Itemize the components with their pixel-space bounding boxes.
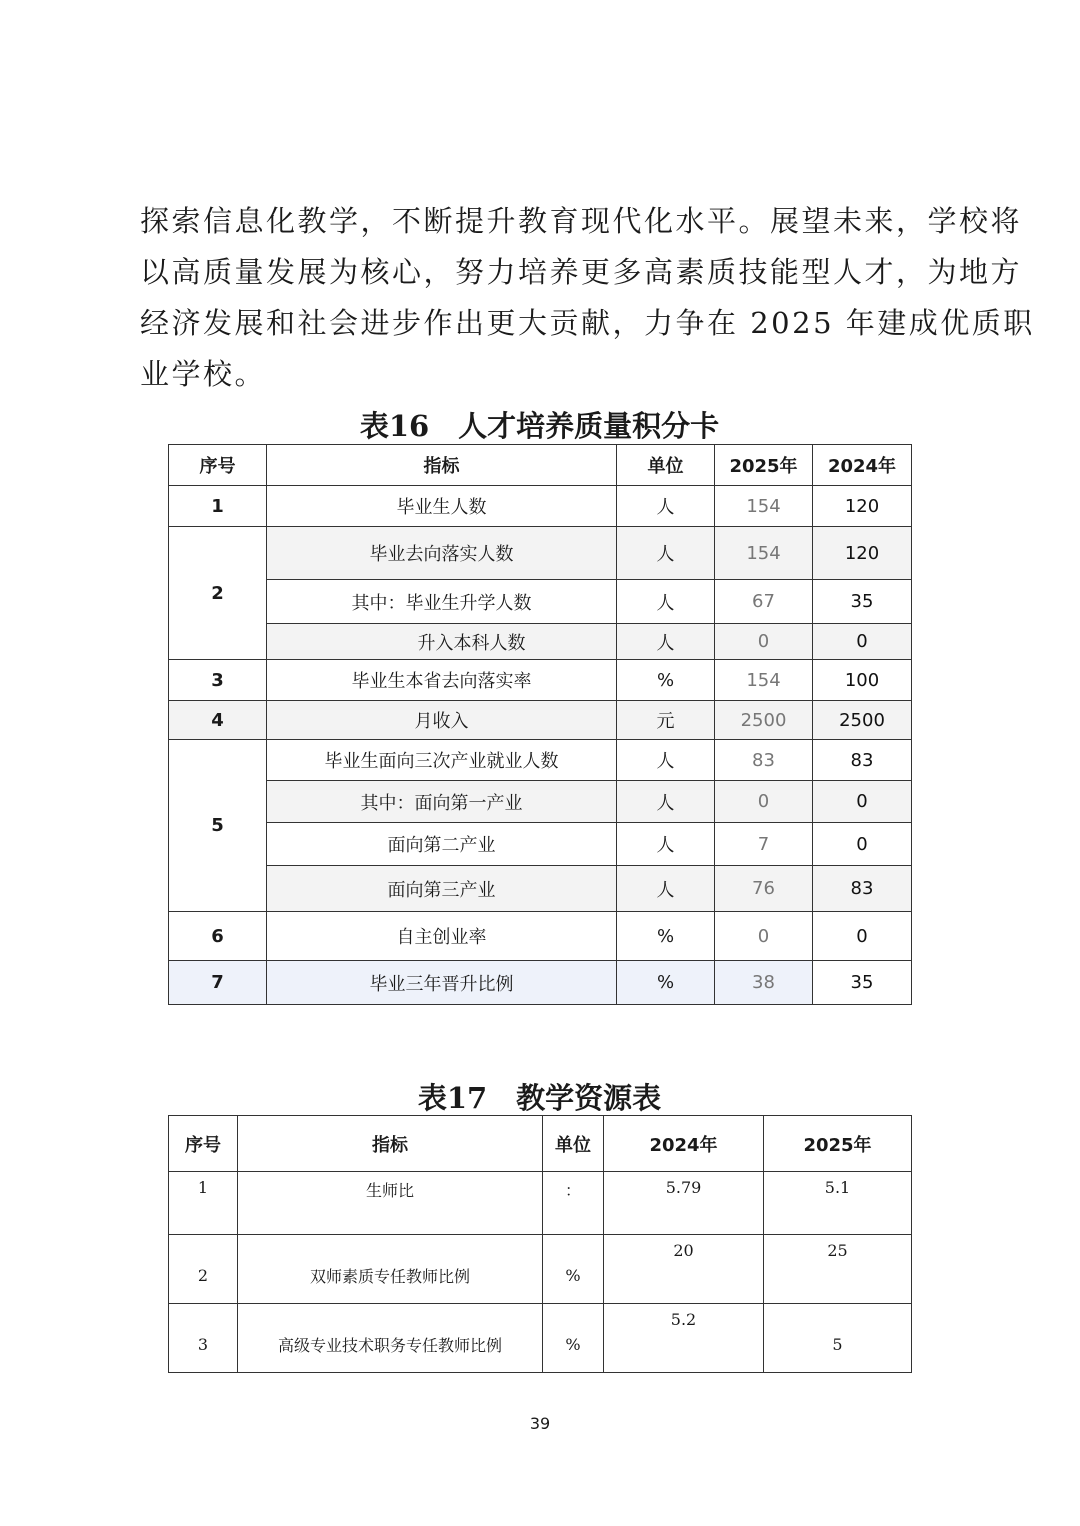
table-row [169, 740, 912, 781]
row-indicator: 毕业三年晋升比例 [267, 961, 617, 1005]
paragraph-line: 业学校。 [140, 357, 267, 391]
row-2024: 83 [813, 866, 912, 912]
row-index: 5 [169, 740, 267, 912]
row-indicator: 毕业去向落实人数 [267, 527, 617, 580]
col-header-indicator: 指标 [238, 1116, 543, 1172]
row-indicator: 毕业生本省去向落实率 [267, 660, 617, 701]
table-row [169, 701, 912, 740]
row-2025: 67 [715, 580, 813, 624]
col-header-index: 序号 [169, 445, 267, 486]
table-row [169, 1235, 912, 1304]
row-indicator: 毕业生人数 [267, 486, 617, 527]
table17-caption: 表17 教学资源表 [417, 1081, 662, 1115]
row-unit: 元 [617, 701, 715, 740]
table-row [169, 823, 912, 866]
row-unit: % [617, 912, 715, 961]
row-2024: 20 [604, 1235, 764, 1304]
col-header-indicator: 指标 [267, 445, 617, 486]
table-row [169, 1172, 912, 1235]
row-index: 4 [169, 701, 267, 740]
row-2024: 5.79 [604, 1172, 764, 1235]
row-index: 7 [169, 961, 267, 1005]
table-row [169, 781, 912, 823]
row-2024: 35 [813, 961, 912, 1005]
row-indicator: 其中：毕业生升学人数 [267, 580, 617, 624]
table-row [169, 527, 912, 580]
row-indicator: 面向第三产业 [267, 866, 617, 912]
row-unit: 人 [617, 486, 715, 527]
row-2025: 0 [715, 781, 813, 823]
row-unit: 人 [617, 781, 715, 823]
col-header-2025: 2025年 [764, 1116, 912, 1172]
row-index: 6 [169, 912, 267, 961]
table-row [169, 580, 912, 624]
row-index: 1 [169, 486, 267, 527]
row-unit: 人 [617, 866, 715, 912]
row-2024: 83 [813, 740, 912, 781]
row-indicator: 自主创业率 [267, 912, 617, 961]
paragraph-line: 以高质量发展为核心，努力培养更多高素质技能型人才，为地方 [140, 255, 1023, 289]
table-row [169, 912, 912, 961]
table-header-row [169, 1116, 912, 1172]
row-unit: % [543, 1235, 604, 1304]
row-indicator: 双师素质专任教师比例 [238, 1235, 543, 1304]
row-unit: % [543, 1304, 604, 1373]
row-2024: 35 [813, 580, 912, 624]
col-header-2024: 2024年 [813, 445, 912, 486]
table-row [169, 1304, 912, 1373]
row-index: 3 [169, 1304, 238, 1373]
table-header-row [169, 445, 912, 486]
row-unit: % [617, 660, 715, 701]
col-header-index: 序号 [169, 1116, 238, 1172]
row-2024: 0 [813, 912, 912, 961]
row-2025: 83 [715, 740, 813, 781]
row-indicator: 升入本科人数 [267, 624, 617, 660]
col-header-2025: 2025年 [715, 445, 813, 486]
row-unit: 人 [617, 823, 715, 866]
col-header-unit: 单位 [617, 445, 715, 486]
row-2024: 120 [813, 527, 912, 580]
row-unit: 人 [617, 624, 715, 660]
row-2025: 154 [715, 486, 813, 527]
row-unit: 人 [617, 527, 715, 580]
row-index: 1 [169, 1172, 238, 1235]
row-2025: 5 [764, 1304, 912, 1373]
row-indicator: 其中：面向第一产业 [267, 781, 617, 823]
row-unit: ： [543, 1172, 604, 1235]
table-row [169, 624, 912, 660]
row-indicator: 面向第二产业 [267, 823, 617, 866]
row-2025: 154 [715, 660, 813, 701]
row-2025: 7 [715, 823, 813, 866]
table-row [169, 486, 912, 527]
row-2024: 100 [813, 660, 912, 701]
row-2025: 5.1 [764, 1172, 912, 1235]
row-2024: 0 [813, 781, 912, 823]
row-2025: 0 [715, 912, 813, 961]
row-index: 2 [169, 527, 267, 660]
row-2025: 25 [764, 1235, 912, 1304]
row-indicator: 生师比 [238, 1172, 543, 1235]
row-index: 2 [169, 1235, 238, 1304]
table-row [169, 866, 912, 912]
row-2024: 0 [813, 624, 912, 660]
row-2024: 5.2 [604, 1304, 764, 1373]
paragraph-line: 经济发展和社会进步作出更大贡献，力争在 2025 年建成优质职 [140, 306, 1035, 340]
page-number: 39 [529, 1414, 551, 1433]
row-2025: 2500 [715, 701, 813, 740]
col-header-unit: 单位 [543, 1116, 604, 1172]
row-2024: 2500 [813, 701, 912, 740]
row-2024: 120 [813, 486, 912, 527]
row-2024: 0 [813, 823, 912, 866]
row-unit: 人 [617, 740, 715, 781]
row-2025: 76 [715, 866, 813, 912]
table-row [169, 660, 912, 701]
row-2025: 154 [715, 527, 813, 580]
col-header-2024: 2024年 [604, 1116, 764, 1172]
row-indicator: 月收入 [267, 701, 617, 740]
row-unit: 人 [617, 580, 715, 624]
body-paragraph [140, 196, 1035, 400]
row-2025: 0 [715, 624, 813, 660]
row-unit: % [617, 961, 715, 1005]
talent-quality-table [168, 444, 912, 1005]
teaching-resources-table [168, 1115, 912, 1373]
table-row [169, 961, 912, 1005]
paragraph-line: 探索信息化教学，不断提升教育现代化水平。展望未来，学校将 [140, 204, 1023, 238]
table16-caption: 表16 人才培养质量积分卡 [359, 409, 720, 443]
row-2025: 38 [715, 961, 813, 1005]
row-indicator: 高级专业技术职务专任教师比例 [238, 1304, 543, 1373]
row-indicator: 毕业生面向三次产业就业人数 [267, 740, 617, 781]
row-index: 3 [169, 660, 267, 701]
